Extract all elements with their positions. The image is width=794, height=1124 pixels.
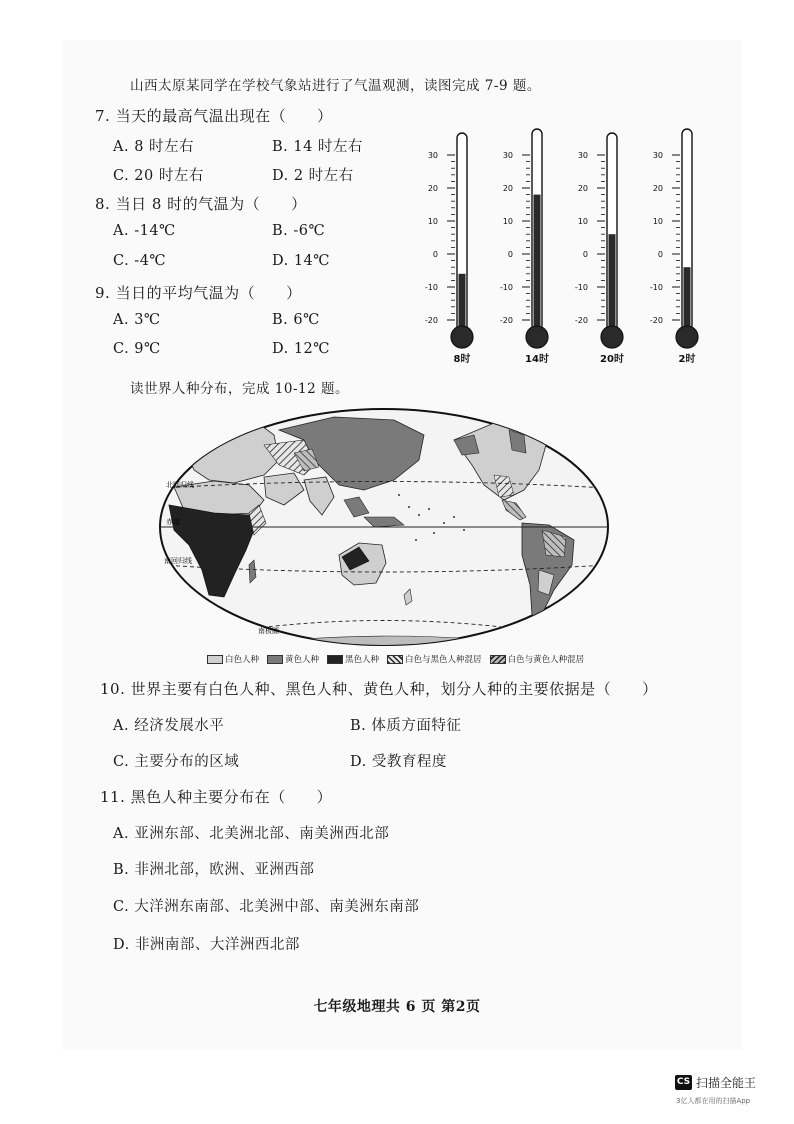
- thermometer-time-label: 20时: [600, 354, 624, 365]
- legend-item: 白色与黄色人种混居: [490, 653, 585, 665]
- scale-tick-label: 0: [582, 250, 588, 259]
- q7-option-d: D. 2 时左右: [272, 168, 354, 184]
- thermometer-bulb: [526, 326, 548, 348]
- q8-option-c: C. -4℃: [113, 253, 167, 269]
- label-antarctic: 南极圈: [258, 627, 279, 635]
- q8-option-b: B. -6℃: [272, 223, 326, 239]
- thermometer-time-label: 2时: [678, 354, 696, 365]
- scale-tick-label: -20: [649, 316, 663, 325]
- legend-item: 黄色人种: [267, 653, 319, 665]
- intro-q10-12: 读世界人种分布，完成 10-12 题。: [130, 381, 350, 397]
- scale-tick-label: 20: [502, 184, 513, 193]
- q7-stem: 7. 当天的最高气温出现在（ ）: [95, 107, 333, 125]
- scanner-tagline: 3亿人都在用的扫描App: [676, 1097, 751, 1105]
- q10-option-b: B. 体质方面特征: [350, 718, 462, 734]
- thermometer: [575, 133, 624, 365]
- scale-tick-label: 30: [577, 151, 588, 160]
- thermometer: [425, 133, 473, 365]
- q11-option-a: A. 亚洲东部、北美洲北部、南美洲西北部: [113, 826, 390, 842]
- scale-tick-label: 10: [427, 217, 438, 226]
- q10-stem: 10. 世界主要有白色人种、黑色人种、黄色人种，划分人种的主要依据是（ ）: [100, 680, 658, 698]
- q8-stem: 8. 当日 8 时的气温为（ ）: [95, 195, 307, 213]
- scale-tick-label: -20: [499, 316, 513, 325]
- scale-tick-label: 0: [657, 250, 663, 259]
- thermometer-bulb: [601, 326, 623, 348]
- q9-stem: 9. 当日的平均气温为（ ）: [95, 284, 302, 302]
- q11-option-d: D. 非洲南部、大洋洲西北部: [113, 937, 300, 953]
- scale-tick-label: -20: [424, 316, 438, 325]
- intro-q7-9: 山西太原某同学在学校气象站进行了气温观测，读图完成 7-9 题。: [130, 78, 541, 94]
- label-tropic-s: 南回归线: [164, 557, 192, 565]
- scale-tick-label: -10: [424, 283, 438, 292]
- scale-tick-label: 20: [652, 184, 663, 193]
- scale-tick-label: 0: [432, 250, 438, 259]
- q10-option-c: C. 主要分布的区域: [113, 754, 240, 770]
- thermometer-mercury: [534, 195, 541, 334]
- scale-tick-label: 20: [577, 184, 588, 193]
- scale-tick-label: -10: [574, 283, 588, 292]
- legend-item: 白色与黑色人种混居: [387, 653, 482, 665]
- scanner-badge: [675, 1074, 756, 1091]
- scale-tick-label: 10: [652, 217, 663, 226]
- legend-item: 黑色人种: [327, 653, 379, 665]
- thermometer-bulb: [451, 326, 473, 348]
- q8-option-a: A. -14℃: [113, 223, 176, 239]
- thermometer-time-label: 8时: [453, 354, 471, 365]
- q11-option-c: C. 大洋洲东南部、北美洲中部、南美洲东南部: [113, 899, 420, 915]
- thermometer-bulb: [676, 326, 698, 348]
- scale-tick-label: 10: [577, 217, 588, 226]
- world-race-map: [154, 405, 614, 654]
- scale-tick-label: -10: [649, 283, 663, 292]
- thermometer-mercury: [459, 274, 466, 334]
- scale-tick-label: 20: [427, 184, 438, 193]
- q7-option-c: C. 20 时左右: [113, 168, 204, 184]
- q10-option-d: D. 受教育程度: [350, 754, 447, 770]
- thermometer-figure: [415, 125, 735, 375]
- label-tropic-n: 北回归线: [166, 481, 194, 489]
- map-legend: [207, 653, 584, 665]
- page-footer: 七年级地理共 6 页 第2页: [313, 999, 481, 1015]
- q7-option-b: B. 14 时左右: [272, 139, 363, 155]
- scale-tick-label: -20: [574, 316, 588, 325]
- scale-tick-label: 0: [507, 250, 513, 259]
- label-equator: 赤道: [166, 518, 180, 526]
- q7-option-a: A. 8 时左右: [113, 139, 195, 155]
- scale-tick-label: 30: [652, 151, 663, 160]
- thermometer: [650, 129, 698, 365]
- scanner-app-name: 扫描全能王: [696, 1076, 757, 1090]
- scale-tick-label: 10: [502, 217, 513, 226]
- q10-option-a: A. 经济发展水平: [113, 718, 225, 734]
- q9-option-c: C. 9℃: [113, 341, 161, 357]
- q8-option-d: D. 14℃: [272, 253, 330, 269]
- scale-tick-label: -10: [499, 283, 513, 292]
- q9-option-b: B. 6℃: [272, 312, 320, 328]
- q11-option-b: B. 非洲北部，欧洲、亚洲西部: [113, 862, 315, 878]
- camscanner-logo-icon: CS: [675, 1075, 692, 1090]
- legend-item: 白色人种: [207, 653, 259, 665]
- thermometer: [500, 129, 549, 365]
- q9-option-a: A. 3℃: [113, 312, 161, 328]
- scale-tick-label: 30: [427, 151, 438, 160]
- scale-tick-label: 30: [502, 151, 513, 160]
- q11-stem: 11. 黑色人种主要分布在（ ）: [100, 788, 333, 806]
- thermometer-mercury: [684, 267, 691, 334]
- thermometer-mercury: [609, 234, 616, 334]
- thermometer-time-label: 14时: [525, 354, 549, 365]
- q9-option-d: D. 12℃: [272, 341, 330, 357]
